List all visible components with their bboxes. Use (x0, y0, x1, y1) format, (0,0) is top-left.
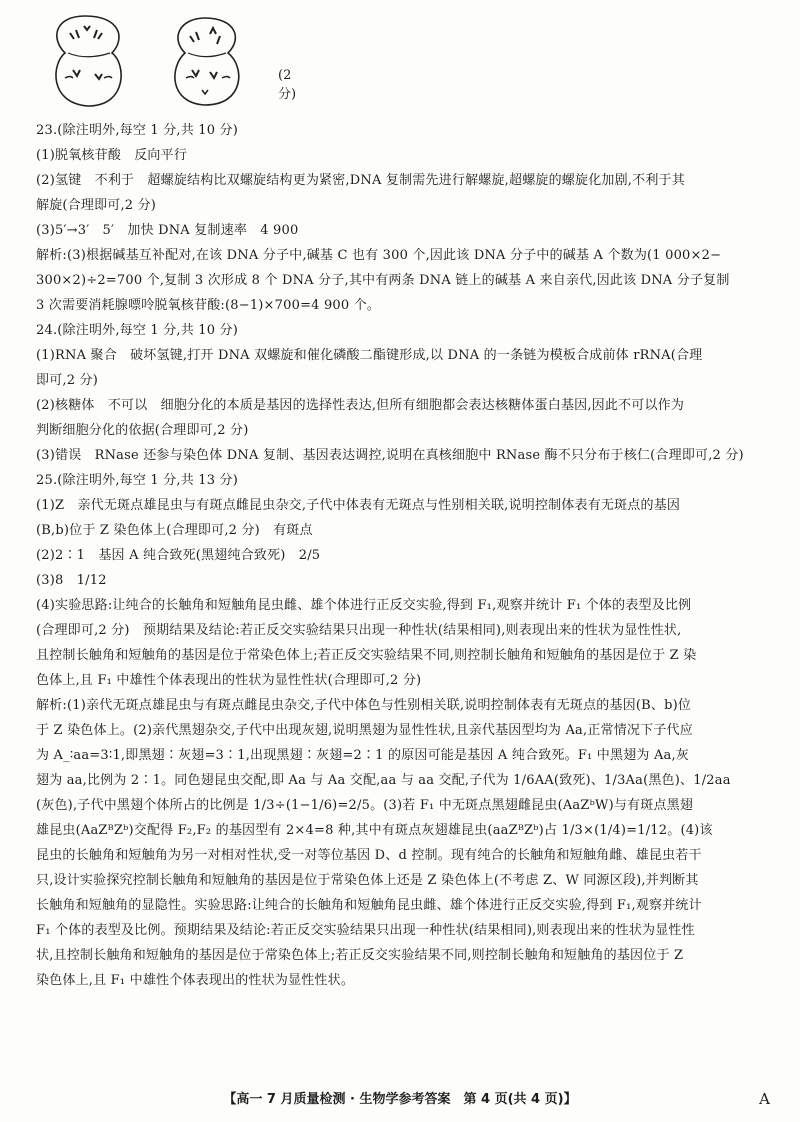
text-line: (2)氢键 不利于 超螺旋结构比双螺旋结构更为紧密,DNA 复制需先进行解螺旋,超螺旋的螺旋化加剧,不利于其 (36, 173, 685, 188)
text-line: 25.(除注明外,每空 1 分,共 13 分) (36, 473, 239, 488)
text-line: 翅为 aa,比例为 2∶1。同色翅昆虫交配,即 Aa 与 Aa 交配,aa 与 aa 交配,子代为 1/6AA(致死)、1/3Aa(黑色)、1/2aa (36, 773, 731, 788)
text-line: 于 Z 染色体上。(2)亲代黑翅杂交,子代中出现灰翅,说明黑翅为显性性状,且亲代基因型均为 Aa,正常情况下子代应 (36, 723, 693, 738)
text-line: (1)Z 亲代无斑点雄昆虫与有斑点雌昆虫杂交,子代中体表有无斑点与性别相关联,说明控制体表有无斑点的基因 (36, 498, 681, 513)
text-line: (合理即可,2 分) 预期结果及结论:若正反交实验结果只出现一种性状(结果相同),则表现出来的性状为显性性状, (36, 623, 682, 638)
text-line: 状,且控制长触角和短触角的基因是位于常染色体上;若正反交实验结果不同,则控制长触角和短触角的基因位于 Z (36, 948, 684, 963)
cell-sketch-icon (40, 8, 280, 118)
text-line: 只,设计实验探究控制长触角和短触角的基因是位于常染色体上还是 Z 染色体上(不考虑 Z、W 同源区段),并判断其 (36, 873, 699, 888)
text-line: 300×2)÷2=700 个,复制 3 次形成 8 个 DNA 分子,其中有两条 DNA 链上的碱基 A 来自亲代,因此该 DNA 分子复制 (36, 273, 730, 288)
text-line: (4)实验思路:让纯合的长触角和短触角昆虫雌、雄个体进行正反交实验,得到 F₁,观察并统计 F₁ 个体的表型及比例 (36, 598, 692, 613)
text-line: 昆虫的长触角和短触角为另一对相对性状,受一对等位基因 D、d 控制。现有纯合的长触角和短触角雌、雄昆虫若干 (36, 848, 702, 863)
text-line: 解析:(1)亲代无斑点雄昆虫与有斑点雌昆虫杂交,子代中体色与性别相关联,说明控制体表有无斑点的基因(B、b)位 (36, 698, 692, 713)
answer-content (36, 118, 776, 993)
text-line: (灰色),子代中黑翅个体所占的比例是 1/3÷(1−1/6)=2/5。(3)若 F₁ 中无斑点黑翅雌昆虫(AaZᵇW)与有斑点黑翅 (36, 798, 694, 813)
text-line: (3)8 1/12 (36, 573, 107, 588)
text-line: 色体上,且 F₁ 中雄性个体表现出的性状为显性性状(合理即可,2 分) (36, 673, 422, 688)
text-line: (2)2∶1 基因 A 纯合致死(黑翅纯合致死) 2/5 (36, 548, 321, 563)
text-line: 即可,2 分) (36, 373, 99, 388)
text-line: 3 次需要消耗腺嘌呤脱氧核苷酸:(8−1)×700=4 900 个。 (36, 298, 381, 313)
text-line: 雄昆虫(AaZᴮZᵇ)交配得 F₂,F₂ 的基因型有 2×4=8 种,其中有斑点灰翅雄昆虫(aaZᴮZᵇ)占 1/3×(1/4)=1/12。(4)该 (36, 823, 713, 838)
text-line: F₁ 个体的表型及比例。预期结果及结论:若正反交实验结果只出现一种性状(结果相同),则表现出来的性状为显性性 (36, 923, 695, 938)
text-line: 且控制长触角和短触角的基因是位于常染色体上;若正反交实验结果不同,则控制长触角和短触角的基因是位于 Z 染 (36, 648, 697, 663)
text-line: (2)核糖体 不可以 细胞分化的本质是基因的选择性表达,但所有细胞都会表达核糖体蛋白基因,因此不可以作为 (36, 398, 685, 413)
text-line: 判断细胞分化的依据(合理即可,2 分) (36, 423, 249, 438)
text-line: (3)5′→3′ 5′ 加快 DNA 复制速率 4 900 (36, 223, 299, 238)
text-line: 长触角和短触角的显隐性。实验思路:让纯合的长触角和短触角昆虫雌、雄个体进行正反交实验,得到 F₁,观察并统计 (36, 898, 702, 913)
text-line: (1)脱氧核苷酸 反向平行 (36, 148, 188, 163)
text-line: (3)错误 RNase 还参与染色体 DNA 复制、基因表达调控,说明在真核细胞中 RNase 酶不只分布于核仁(合理即可,2 分) (36, 448, 744, 463)
text-line: (1)RNA 聚合 破坏氢键,打开 DNA 双螺旋和催化磷酸二酯键形成,以 DNA 的一条链为模板合成前体 rRNA(合理 (36, 348, 703, 363)
text-line: 解析:(3)根据碱基互补配对,在该 DNA 分子中,碱基 C 也有 300 个,因此该 DNA 分子中的碱基 A 个数为(1 000×2− (36, 248, 722, 263)
figure-score: (2 分) (278, 68, 297, 102)
paper-version-letter: A (759, 1090, 770, 1108)
cell-division-figure (40, 8, 297, 118)
text-line: 24.(除注明外,每空 1 分,共 10 分) (36, 323, 239, 338)
text-line: 23.(除注明外,每空 1 分,共 10 分) (36, 123, 239, 138)
text-line: 解旋(合理即可,2 分) (36, 198, 157, 213)
text-line: 染色体上,且 F₁ 中雄性个体表现出的性状为显性性状。 (36, 973, 355, 988)
text-line: 为 A_∶aa=3∶1,即黑翅∶灰翅=3∶1,出现黑翅∶灰翅=2∶1 的原因可能是基因 A 纯合致死。F₁ 中黑翅为 Aa,灰 (36, 748, 690, 763)
text-line: (B,b)位于 Z 染色体上(合理即可,2 分) 有斑点 (36, 523, 313, 538)
page-footer: 【高一 7 月质量检测 · 生物学参考答案 第 4 页(共 4 页)】 (223, 1092, 577, 1107)
